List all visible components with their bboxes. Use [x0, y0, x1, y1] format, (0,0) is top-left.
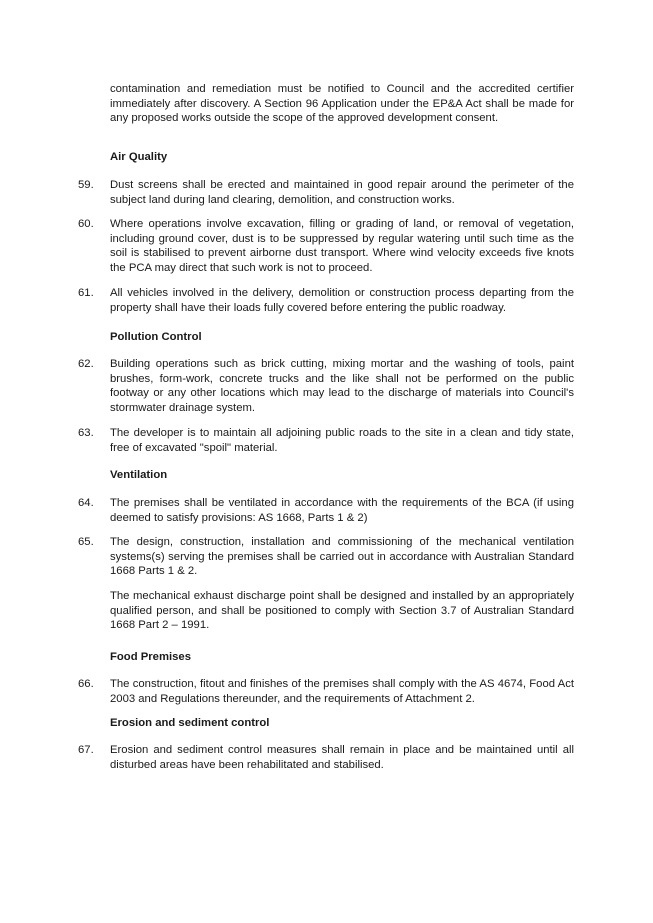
- heading-pollution-control: Pollution Control: [110, 331, 202, 343]
- item-text-63: The developer is to maintain all adjoining public roads to the site in a clean and tidy state, free of excavated "spoil" material.: [110, 427, 574, 454]
- item-number-65: 65.: [78, 536, 94, 548]
- item-number-60: 60.: [78, 218, 94, 230]
- heading-erosion-sediment-control: Erosion and sediment control: [110, 717, 270, 729]
- item-text-60: Where operations involve excavation, filling or grading of land, or removal of vegetation, including ground cover, dust is to be suppressed by regular watering until such time as the soil is stabilised to prevent airborne dust transport. Where wind velocity exceeds five knots the PCA may direct that such work is not to proceed.: [110, 218, 574, 274]
- item-text-61: All vehicles involved in the delivery, demolition or construction process departing from the property shall have their loads fully covered before entering the public roadway.: [110, 287, 574, 314]
- heading-food-premises: Food Premises: [110, 651, 191, 663]
- item-text-64: The premises shall be ventilated in accordance with the requirements of the BCA (if using deemed to satisfy provisions: AS 1668, Parts 1 & 2): [110, 497, 574, 524]
- item-number-61: 61.: [78, 287, 94, 299]
- item-number-62: 62.: [78, 358, 94, 370]
- heading-ventilation: Ventilation: [110, 469, 168, 481]
- item-text-65: The design, construction, installation and commissioning of the mechanical ventilation systems(s) serving the premises shall be carried out in accordance with Australian Standard 1668 Parts 1 & 2.: [110, 536, 574, 578]
- heading-air-quality: Air Quality: [110, 151, 168, 163]
- intro-paragraph: contamination and remediation must be notified to Council and the accredited certifier immediately after discovery. A Section 96 Application under the EP&A Act shall be made for any proposed works outside the scope of the approved development consent.: [110, 83, 574, 125]
- item-text-62: Building operations such as brick cutting, mixing mortar and the washing of tools, paint brushes, form-work, concrete trucks and the like shall not be performed on the public footway or any other locations which may lead to the discharge of materials into Council's stormwater drainage system.: [110, 358, 574, 414]
- item-number-64: 64.: [78, 497, 94, 509]
- item-number-67: 67.: [78, 744, 94, 756]
- item-text-67: Erosion and sediment control measures shall remain in place and be maintained until all disturbed areas have been rehabilitated and stabilised.: [110, 744, 574, 771]
- item-text-59: Dust screens shall be erected and maintained in good repair around the perimeter of the subject land during land clearing, demolition, and construction works.: [110, 179, 574, 206]
- item-number-63: 63.: [78, 427, 94, 439]
- item-text-66: The construction, fitout and finishes of the premises shall comply with the AS 4674, Food Act 2003 and Regulations thereunder, and the requirements of Attachment 2.: [110, 678, 574, 705]
- item-number-66: 66.: [78, 678, 94, 690]
- item-number-59: 59.: [78, 179, 94, 191]
- item-text-65-continued: The mechanical exhaust discharge point shall be designed and installed by an appropriately qualified person, and shall be positioned to comply with Section 3.7 of Australian Standard 1668 Part 2 – 1991.: [110, 590, 574, 632]
